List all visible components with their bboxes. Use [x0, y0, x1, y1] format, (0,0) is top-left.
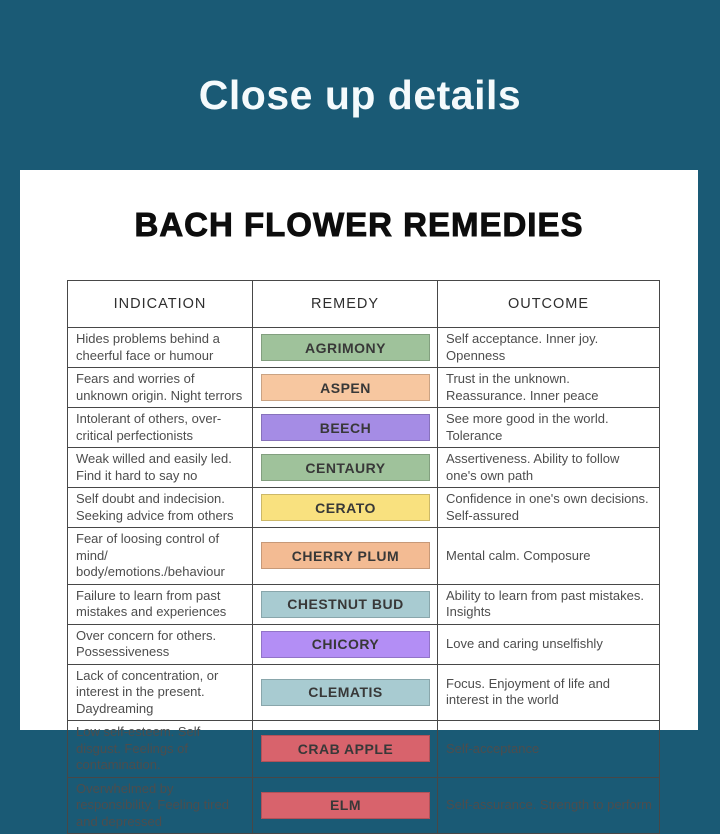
- header-cell-remedy: REMEDY: [253, 281, 438, 328]
- table-header-row: [68, 281, 660, 328]
- table-body: [68, 328, 660, 834]
- remedy-chip: CLEMATIS: [261, 679, 430, 706]
- remedy-cell: [253, 488, 438, 528]
- table-row: [68, 448, 660, 488]
- outcome-cell: Mental calm. Composure: [438, 528, 660, 585]
- table-row: [68, 408, 660, 448]
- outcome-cell: See more good in the world. Tolerance: [438, 408, 660, 448]
- remedy-chip: CERATO: [261, 494, 430, 521]
- indication-cell: Failure to learn from past mistakes and experiences: [68, 584, 253, 624]
- table-row: [68, 721, 660, 778]
- remedy-chip: CHERRY PLUM: [261, 542, 430, 569]
- outcome-cell: Ability to learn from past mistakes. Insights: [438, 584, 660, 624]
- header-cell-indication: INDICATION: [68, 281, 253, 328]
- outcome-cell: Assertiveness. Ability to follow one's own path: [438, 448, 660, 488]
- outcome-cell: Trust in the unknown. Reassurance. Inner peace: [438, 368, 660, 408]
- remedy-chip: BEECH: [261, 414, 430, 441]
- remedy-chip: ELM: [261, 792, 430, 819]
- remedy-chip: CENTAURY: [261, 454, 430, 481]
- remedy-cell: [253, 328, 438, 368]
- indication-cell: Hides problems behind a cheerful face or humour: [68, 328, 253, 368]
- table-row: [68, 777, 660, 834]
- banner-title: Close up details: [198, 72, 522, 118]
- remedy-cell: [253, 448, 438, 488]
- remedy-cell: [253, 777, 438, 834]
- header-cell-outcome: OUTCOME: [438, 281, 660, 328]
- outcome-cell: Confidence in one's own decisions. Self-assured: [438, 488, 660, 528]
- banner: [0, 0, 720, 170]
- remedy-chip: ASPEN: [261, 374, 430, 401]
- indication-cell: Self doubt and indecision. Seeking advice from others: [68, 488, 253, 528]
- remedy-chip: CRAB APPLE: [261, 735, 430, 762]
- content-card: [20, 170, 698, 829]
- indication-cell: Weak willed and easily led. Find it hard to say no: [68, 448, 253, 488]
- remedy-cell: [253, 721, 438, 778]
- remedy-chip: CHESTNUT BUD: [261, 591, 430, 618]
- indication-cell: Lack of concentration, or interest in the present. Daydreaming: [68, 664, 253, 721]
- outcome-cell: Self-assurance. Strength to perform: [438, 777, 660, 834]
- table-row: [68, 664, 660, 721]
- indication-cell: Low self-esteem. Self disgust. Feelings of contamination.: [68, 721, 253, 778]
- indication-cell: Fears and worries of unknown origin. Night terrors: [68, 368, 253, 408]
- card-title: BACH FLOWER REMEDIES: [134, 206, 584, 243]
- outcome-cell: Love and caring unselfishly: [438, 624, 660, 664]
- remedy-cell: [253, 624, 438, 664]
- remedies-table: [67, 280, 660, 834]
- remedy-cell: [253, 408, 438, 448]
- table-row: [68, 368, 660, 408]
- table-row: [68, 624, 660, 664]
- outcome-cell: Self-acceptance: [438, 721, 660, 778]
- indication-cell: Fear of loosing control of mind/ body/emotions./behaviour: [68, 528, 253, 585]
- remedy-cell: [253, 584, 438, 624]
- remedy-cell: [253, 368, 438, 408]
- table-row: [68, 528, 660, 585]
- outcome-cell: Focus. Enjoyment of life and interest in the world: [438, 664, 660, 721]
- indication-cell: Overwhelmed by responsibility. Feeling tired and depressed: [68, 777, 253, 834]
- indication-cell: Over concern for others. Possessiveness: [68, 624, 253, 664]
- outcome-cell: Self acceptance. Inner joy. Openness: [438, 328, 660, 368]
- table-row: [68, 328, 660, 368]
- table-row: [68, 488, 660, 528]
- remedy-cell: [253, 528, 438, 585]
- remedy-cell: [253, 664, 438, 721]
- remedy-chip: AGRIMONY: [261, 334, 430, 361]
- indication-cell: Intolerant of others, over-critical perfectionists: [68, 408, 253, 448]
- table-row: [68, 584, 660, 624]
- remedy-chip: CHICORY: [261, 631, 430, 658]
